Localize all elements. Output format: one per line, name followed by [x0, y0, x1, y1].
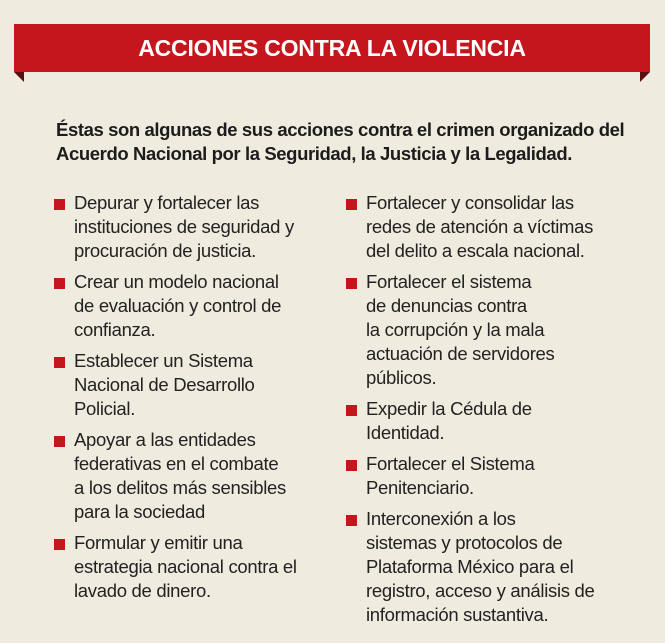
square-bullet-icon — [54, 539, 65, 550]
header-banner — [14, 24, 650, 84]
list-item — [346, 191, 646, 263]
intro-text — [56, 118, 636, 166]
item-line: información sustantiva. — [366, 604, 549, 625]
list-item — [54, 531, 322, 603]
item-line: Penitenciario. — [366, 477, 474, 498]
item-line: Plataforma México para el — [366, 556, 574, 577]
square-bullet-icon — [54, 357, 65, 368]
item-line: a los delitos más sensibles — [74, 477, 286, 498]
square-bullet-icon — [346, 405, 357, 416]
list-item — [346, 507, 646, 627]
item-line: Expedir la Cédula de — [366, 398, 532, 419]
item-line: públicos. — [366, 367, 437, 388]
item-line: Depurar y fortalecer las — [74, 192, 260, 213]
list-item — [346, 270, 646, 390]
item-line: redes de atención a víctimas — [366, 216, 594, 237]
list-item — [346, 452, 646, 500]
item-line: la corrupción y la mala — [366, 319, 545, 340]
square-bullet-icon — [54, 436, 65, 447]
banner-fold-left — [14, 72, 24, 82]
item-line: de denuncias contra — [366, 295, 527, 316]
item-line: confianza. — [74, 319, 156, 340]
banner-bar — [14, 24, 650, 72]
item-line: Nacional de Desarrollo — [74, 374, 255, 395]
item-line: para la sociedad — [74, 501, 205, 522]
item-line: Identidad. — [366, 422, 445, 443]
item-line: Interconexión a los — [366, 508, 516, 529]
intro-line: Éstas son algunas de sus acciones contra el crimen organizado del — [56, 119, 625, 140]
list-item — [54, 349, 322, 421]
square-bullet-icon — [54, 199, 65, 210]
square-bullet-icon — [346, 199, 357, 210]
list-item — [54, 191, 322, 263]
list-item — [54, 270, 322, 342]
list-item — [54, 428, 322, 524]
item-line: de evaluación y control de — [74, 295, 282, 316]
item-line: Establecer un Sistema — [74, 350, 253, 371]
item-line: Fortalecer el Sistema — [366, 453, 535, 474]
banner-fold-right — [640, 72, 650, 82]
item-line: Apoyar a las entidades — [74, 429, 256, 450]
actions-list-left — [54, 191, 322, 610]
item-line: instituciones de seguridad y — [74, 216, 294, 237]
square-bullet-icon — [54, 278, 65, 289]
item-line: sistemas y protocolos de — [366, 532, 563, 553]
item-line: del delito a escala nacional. — [366, 240, 585, 261]
square-bullet-icon — [346, 460, 357, 471]
item-line: Crear un modelo nacional — [74, 271, 279, 292]
item-line: lavado de dinero. — [74, 580, 211, 601]
square-bullet-icon — [346, 278, 357, 289]
item-line: Fortalecer y consolidar las — [366, 192, 574, 213]
actions-list-right — [346, 191, 646, 634]
page-title: ACCIONES CONTRA LA VIOLENCIA — [138, 34, 526, 61]
item-line: actuación de servidores — [366, 343, 555, 364]
item-line: federativas en el combate — [74, 453, 279, 474]
item-line: Policial. — [74, 398, 136, 419]
item-line: Formular y emitir una — [74, 532, 243, 553]
item-line: Fortalecer el sistema — [366, 271, 532, 292]
item-line: procuración de justicia. — [74, 240, 257, 261]
square-bullet-icon — [346, 515, 357, 526]
item-line: registro, acceso y análisis de — [366, 580, 595, 601]
list-item — [346, 397, 646, 445]
item-line: estrategia nacional contra el — [74, 556, 297, 577]
intro-line: Acuerdo Nacional por la Seguridad, la Justicia y la Legalidad. — [56, 143, 572, 164]
